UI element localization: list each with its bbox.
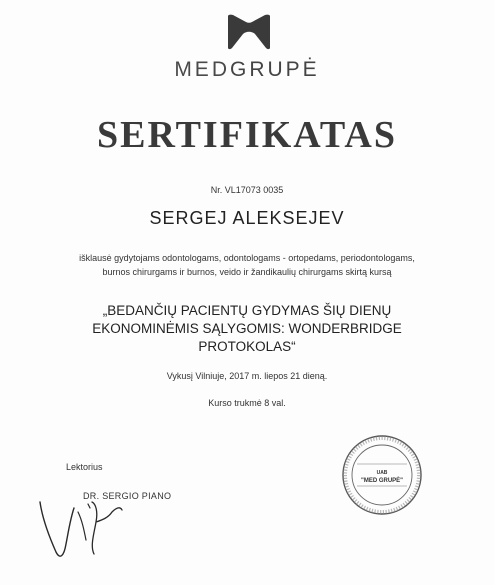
brand-part-med: MED xyxy=(174,58,230,81)
recipient-name: SERGEJ ALEKSEJEV xyxy=(149,208,345,228)
brand-wordmark xyxy=(0,58,494,82)
course-title-line-1: „BEDANČIŲ PACIENTŲ GYDYMAS ŠIŲ DIENŲ xyxy=(102,303,392,318)
seal-center-text: "MED GRUPĖ" xyxy=(360,478,404,484)
description-line-2: burnos chirurgams ir burnos, veido ir žandikaulių chirurgams skirtą kursą xyxy=(102,267,392,277)
lecturer-label: Lektorius xyxy=(66,462,103,472)
place-date: Vykusį Vilniuje, 2017 m. liepos 21 dieną. xyxy=(166,371,328,381)
description-line-1: išklausė gydytojams odontologams, odontologams - ortopedams, periodontologams, xyxy=(79,253,415,263)
course-title-line-2: EKONOMINĖMIS SĄLYGOMIS: WONDERBRIDGE xyxy=(92,321,402,336)
company-seal-icon xyxy=(341,434,423,516)
tooth-logo-icon xyxy=(226,14,272,50)
course-duration: Kurso trukmė 8 val. xyxy=(208,398,286,408)
seal-top-text: UAB xyxy=(376,470,388,476)
brand-part-grupe: GRUPĖ xyxy=(229,58,320,81)
signature-icon xyxy=(34,494,134,566)
lecturer-name: DR. SERGIO PIANO xyxy=(83,491,172,501)
certificate-title: SERTIFIKATAS xyxy=(96,114,397,156)
course-title-line-3: PROTOKOLAS“ xyxy=(198,339,296,354)
certificate-number: Nr. VL17073 0035 xyxy=(210,185,284,195)
